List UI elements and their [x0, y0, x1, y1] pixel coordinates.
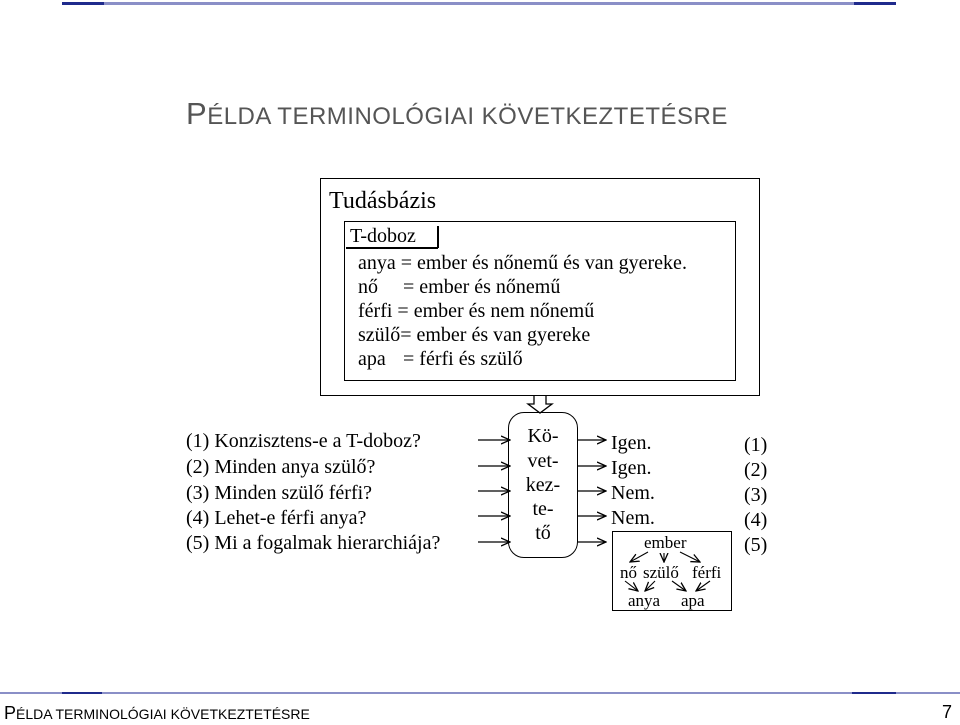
- hierarchy-arrow: [625, 581, 638, 591]
- answer-number: (2): [744, 459, 768, 481]
- hierarchy-node-apa: apa: [681, 591, 705, 610]
- definition-body: = ember és nőnemű: [403, 276, 561, 298]
- hierarchy-node-no: nő: [620, 563, 637, 582]
- slide-title-rest: ÉLDA TERMINOLÓGIAI KÖVETKEZTETÉSRE: [207, 103, 728, 130]
- hierarchy-arrow: [672, 581, 686, 591]
- reasoner-label-line: Kö-: [527, 425, 559, 447]
- hierarchy-arrow: [680, 552, 700, 562]
- answer-item: Nem.: [611, 482, 655, 504]
- answer-number: (1): [744, 434, 768, 456]
- definition-body: = férfi és szülő: [403, 348, 523, 370]
- definition-term: férfi: [358, 300, 393, 322]
- answer-number: (3): [744, 484, 768, 506]
- footer-title-initial: P: [4, 703, 17, 723]
- knowledge-base-label: Tudásbázis: [329, 188, 437, 214]
- question-item: (3) Minden szülő férfi?: [186, 482, 373, 504]
- hierarchy-arrow: [645, 581, 655, 591]
- question-item: (2) Minden anya szülő?: [186, 456, 376, 478]
- answer-item: Igen.: [611, 457, 652, 479]
- definition-term: anya: [358, 252, 396, 274]
- definition-body: = ember és van gyereke: [400, 324, 591, 346]
- question-item: (4) Lehet-e férfi anya?: [186, 507, 367, 529]
- hierarchy-node-ferfi: férfi: [692, 563, 722, 582]
- page-number: 7: [942, 702, 953, 722]
- answer-number: (4): [744, 509, 768, 531]
- bottom-rule-accent-left: [62, 692, 102, 694]
- reasoner-label-line: vet-: [527, 450, 559, 472]
- bottom-rule-accent-right: [852, 692, 896, 694]
- slide-title-initial: P: [186, 96, 208, 131]
- hierarchy-arrow: [696, 581, 710, 591]
- hierarchy-node-anya: anya: [628, 591, 661, 610]
- answer-number: (5): [744, 534, 768, 556]
- definition-term: szülő: [358, 324, 401, 346]
- definition-body: = ember és nőnemű és van gyereke.: [400, 252, 687, 274]
- reasoner-label-line: te-: [532, 498, 554, 520]
- question-item: (5) Mi a fogalmak hierarchiája?: [186, 532, 441, 554]
- reasoner-label-line: tő: [535, 522, 551, 544]
- hierarchy-arrow: [630, 552, 648, 562]
- definition-term: apa: [358, 348, 386, 370]
- reasoner-label-line: kez-: [525, 474, 561, 496]
- definition-term: nő: [358, 276, 378, 298]
- footer-title-rest: ÉLDA TERMINOLÓGIAI KÖVETKEZTETÉSRE: [16, 706, 310, 722]
- footer-title: [4, 703, 310, 724]
- answer-item: Nem.: [611, 507, 655, 529]
- answer-item: Igen.: [611, 432, 652, 454]
- question-item: (1) Konzisztens-e a T-doboz?: [186, 430, 421, 452]
- definition-body: = ember és nem nőnemű: [397, 300, 595, 322]
- knowledge-to-reasoner-arrow: [528, 396, 552, 413]
- bottom-rule: [0, 692, 960, 694]
- tbox-label: T-doboz: [350, 225, 416, 247]
- hierarchy-root: ember: [644, 533, 687, 552]
- hierarchy-node-szulo: szülő: [643, 563, 679, 582]
